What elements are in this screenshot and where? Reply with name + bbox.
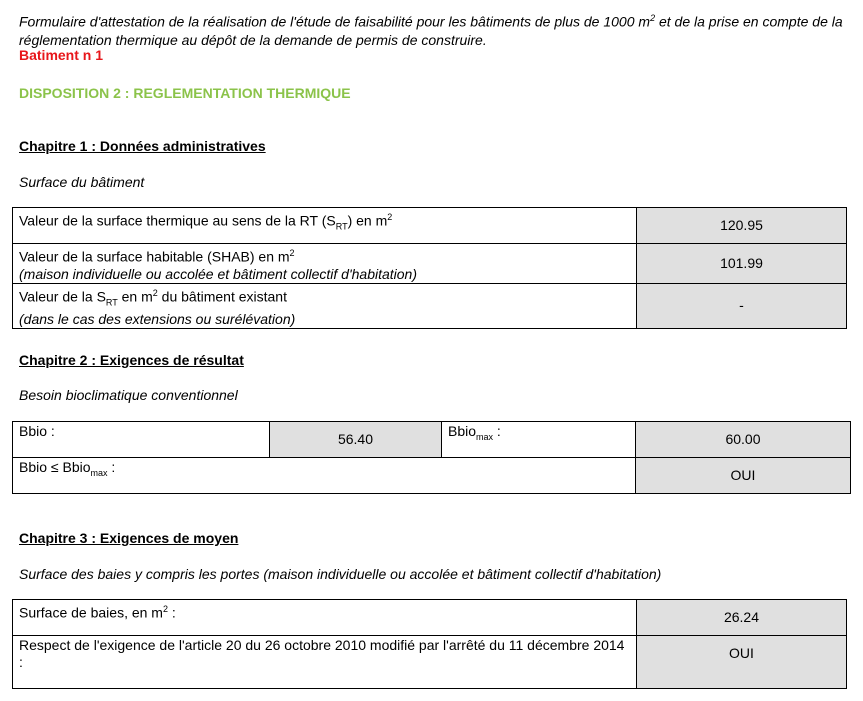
table-row: [13, 283, 847, 328]
srt-value: 120.95: [637, 208, 847, 244]
chapitre-2-title: Chapitre 2 : Exigences de résultat: [19, 352, 244, 368]
baies-value: 26.24: [637, 600, 847, 636]
srt-label: Valeur de la surface thermique au sens de la RT $(S_{RT})$ en $m^2$: [13, 208, 637, 244]
respect-value: OUI: [637, 636, 847, 689]
header-text-rest: et de la prise en compte de la réglementation thermique au dépôt de la demande de permis de construire.: [19, 13, 843, 48]
bbio-compare-value: OUI: [636, 458, 851, 494]
form-header: [19, 9, 849, 49]
shab-value: 101.99: [637, 244, 847, 284]
header-sup: 2: [650, 13, 656, 23]
table-row: [13, 600, 847, 636]
shab-note: (maison individuelle ou accolée et bâtiment collectif d'habitation): [19, 265, 418, 282]
baies-table: [12, 599, 847, 689]
srt-existant-note: (dans le cas des extensions ou surélévation): [19, 311, 296, 328]
table-row: [13, 244, 847, 284]
srt-existant-label: Valeur de la $S_{RT}$ en $m^2$ du bâtiment existant (dans le cas des extensions ou surélévation): [13, 283, 637, 328]
chapitre-3-subtitle: Surface des baies y compris les portes (maison individuelle ou accolée et bâtiment collectif d'habitation): [19, 566, 662, 582]
table-row: [13, 458, 851, 494]
chapitre-1-title: Chapitre 1 : Données administratives: [19, 138, 266, 154]
bbio-label: Bbio :: [13, 422, 270, 458]
respect-label: Respect de l'exigence de l'article 20 du 26 octobre 2010 modifié par l'arrêté du 11 décembre 2014 :: [13, 636, 637, 689]
chapitre-1-subtitle: Surface du bâtiment: [19, 174, 145, 190]
chapitre-3-title: Chapitre 3 : Exigences de moyen: [19, 530, 239, 546]
header-text: Formulaire d'attestation de la réalisation de l'étude de faisabilité pour les bâtiments de plus de 1000 m: [19, 13, 651, 30]
bbio-compare-label: Bbio ≤ Bbio$_{max}$ :: [13, 458, 636, 494]
batiment-label: Batiment n 1: [19, 47, 104, 63]
table-row: [13, 422, 851, 458]
surface-table: [12, 207, 847, 329]
chapitre-2-subtitle: Besoin bioclimatique conventionnel: [19, 387, 238, 403]
bbiomax-value: 60.00: [636, 422, 851, 458]
table-row: [13, 208, 847, 244]
bbio-value: 56.40: [270, 422, 442, 458]
disposition-title: DISPOSITION 2 : REGLEMENTATION THERMIQUE: [19, 85, 351, 101]
table-row: [13, 636, 847, 689]
bbiomax-label: Bbio$_{max}$ :: [442, 422, 636, 458]
bbio-table: [12, 421, 851, 494]
baies-label: Surface de baies, en $m^2$ :: [13, 600, 637, 636]
shab-label: Valeur de la surface habitable (SHAB) en $m^2$ (maison individuelle ou accolée et bâtiment collectif d'habitation): [13, 244, 637, 284]
srt-existant-value: -: [637, 283, 847, 328]
